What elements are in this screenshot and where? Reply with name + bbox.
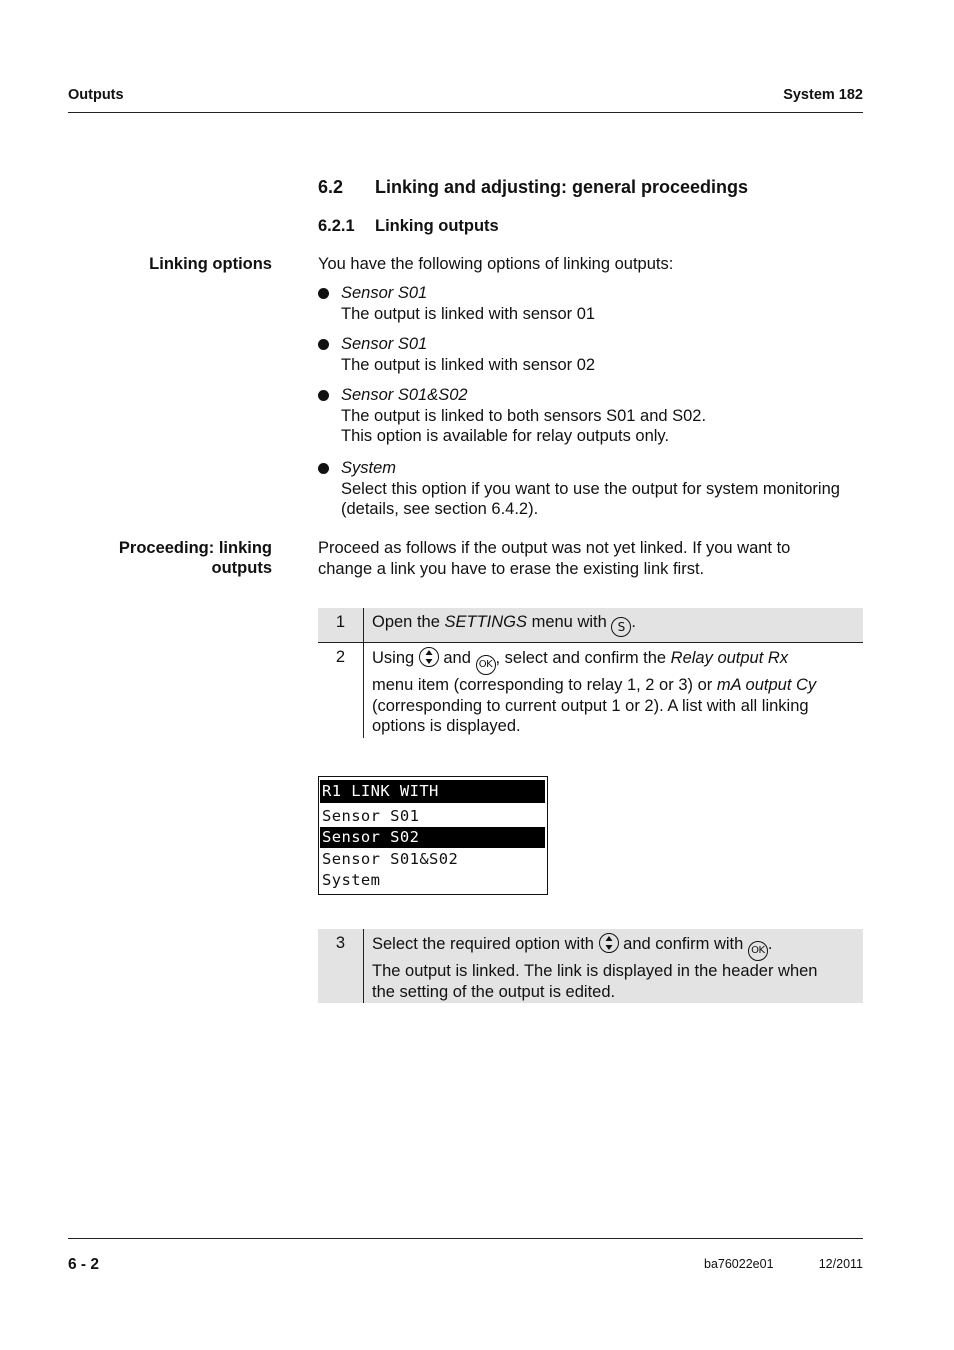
side-label-line: Proceeding: linking (118, 539, 272, 557)
step-line: (corresponding to current output 1 or 2). A list with all linking (372, 696, 809, 715)
bullet-icon (318, 463, 329, 474)
footer-rule (68, 1238, 863, 1239)
step-number: 1 (335, 613, 346, 631)
menu-name: SETTINGS (444, 613, 527, 631)
menu-item-name: Relay output Rx (670, 649, 789, 667)
bullet-icon (318, 339, 329, 350)
side-label-line: outputs (211, 559, 272, 577)
subsection-title: Linking outputs (375, 217, 499, 235)
list-item (341, 458, 866, 520)
option-description: The output is linked with sensor 02 (341, 355, 596, 374)
option-title: Sensor S01 (341, 284, 428, 302)
step-text-part: Open the (372, 613, 445, 631)
s-key-icon: S (611, 617, 631, 637)
step-line: the setting of the output is edited. (372, 982, 616, 1001)
step-line (372, 675, 858, 696)
step-text-part: and confirm with (623, 935, 744, 953)
page-number: 6 - 2 (68, 1256, 100, 1273)
section-heading (318, 177, 749, 198)
header-rule (68, 112, 863, 113)
list-item (341, 283, 866, 324)
step-text-part: Select the required option with (372, 935, 594, 953)
header-right: System 182 (783, 87, 863, 103)
option-title: Sensor S01 (341, 335, 428, 353)
step-text (372, 929, 858, 1002)
side-label-proceeding (68, 538, 272, 578)
option-description: The output is linked to both sensors S01 and S02. (341, 406, 707, 425)
option-description: Select this option if you want to use the output for system monitoring (341, 479, 840, 498)
display-title: R1 LINK WITH (320, 780, 545, 803)
step-divider (363, 929, 364, 1003)
step-number: 3 (335, 934, 346, 952)
step-text (372, 608, 858, 637)
proceeding-text (318, 538, 863, 579)
list-item (341, 334, 866, 375)
step-line (372, 933, 858, 961)
step-row-3 (318, 929, 863, 1003)
section-number: 6.2 (318, 177, 344, 197)
step-text (372, 643, 858, 737)
step-text-part: . (631, 613, 636, 631)
step-text-part: menu with (527, 613, 607, 631)
ok-key-icon: OK (476, 655, 496, 675)
bullet-icon (318, 390, 329, 401)
option-description: The output is linked with sensor 01 (341, 304, 596, 323)
device-display (318, 776, 548, 895)
bullet-icon (318, 288, 329, 299)
step-text-part: menu item (corresponding to relay 1, 2 or 3) or (372, 676, 717, 694)
option-description: (details, see section 6.4.2). (341, 500, 539, 518)
list-item (341, 385, 866, 447)
menu-item-name: mA output Cy (716, 676, 817, 694)
option-title: Sensor S01&S02 (341, 386, 468, 404)
up-down-arrow-key-icon (419, 647, 439, 667)
step-text-part: and (443, 649, 471, 667)
step-text-part: Using (372, 649, 415, 667)
step-text-part: , select and confirm the (495, 649, 671, 667)
document-date: 12/2011 (818, 1257, 863, 1271)
document-id: ba76022e01 (704, 1257, 774, 1271)
step-line (372, 647, 858, 675)
step-row-2 (318, 643, 863, 738)
subsection-heading (318, 217, 499, 236)
paragraph-line: change a link you have to erase the existing link first. (318, 559, 705, 578)
step-text-part: . (767, 935, 773, 953)
up-down-arrow-key-icon (599, 933, 619, 953)
step-row-1 (318, 608, 863, 643)
display-option: Sensor S01 (322, 807, 420, 825)
header-left: Outputs (68, 87, 124, 103)
option-title: System (341, 459, 397, 477)
option-description: This option is available for relay outputs only. (341, 427, 670, 445)
display-option: Sensor S01&S02 (322, 850, 459, 868)
linking-intro: You have the following options of linking outputs: (318, 255, 674, 273)
step-line: The output is linked. The link is displayed in the header when (372, 962, 818, 980)
display-option: System (322, 871, 381, 889)
step-line: options is displayed. (372, 717, 521, 735)
ok-key-icon: OK (748, 941, 768, 961)
step-divider (363, 643, 364, 738)
subsection-number: 6.2.1 (318, 217, 355, 235)
step-number: 2 (335, 648, 346, 666)
display-option-selected: Sensor S02 (320, 827, 545, 848)
paragraph-line: Proceed as follows if the output was not yet linked. If you want to (318, 539, 791, 557)
section-title: Linking and adjusting: general proceedings (375, 177, 749, 197)
step-divider (363, 608, 364, 642)
side-label-linking-options: Linking options (149, 255, 272, 273)
